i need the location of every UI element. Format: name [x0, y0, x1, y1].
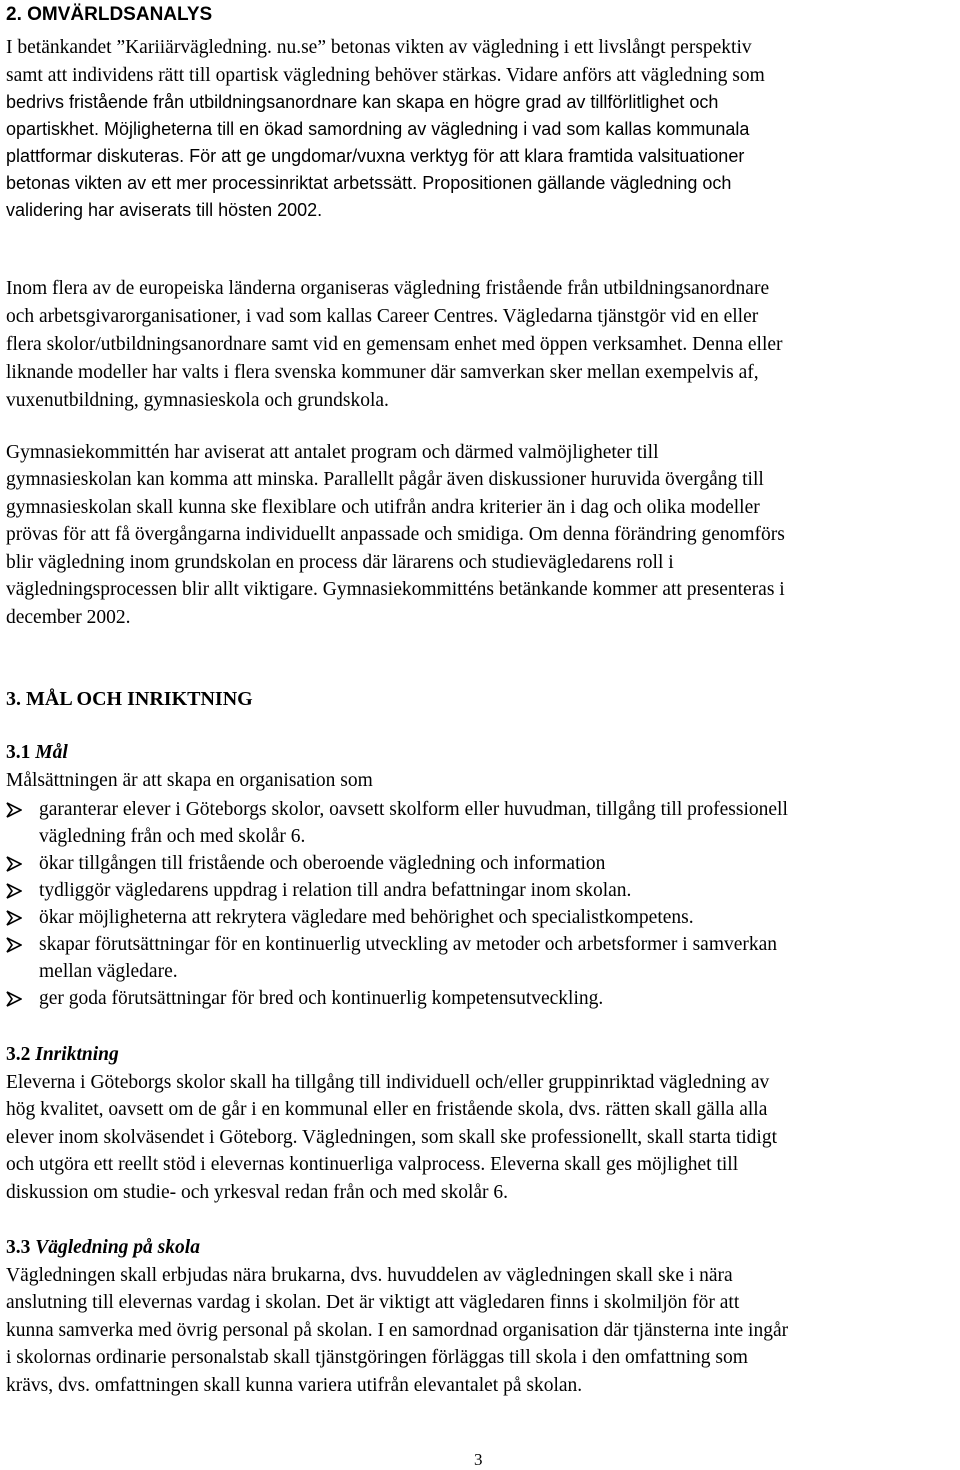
subheading-number: 3.3: [6, 1237, 36, 1258]
skola-line-1: Vägledningen skall erbjudas nära brukarna, dvs. huvuddelen av vägledningen skall ske i nära: [6, 1265, 733, 1286]
inriktning-line-5: diskussion om studie- och yrkesval redan från och med skolår 6.: [6, 1182, 509, 1203]
para3-line-7: december 2002.: [6, 607, 131, 628]
para3-line-6: vägledningsprocessen blir allt viktigare. Gymnasiekommitténs betänkande kommer att presenteras i: [6, 579, 785, 600]
skola-line-4: i skolornas ordinarie personalstab skall tjänstgöringen förläggas till skola i den omfattning som: [6, 1347, 748, 1368]
goal-bullet-text: tydliggör vägledarens uppdrag i relation till andra befattningar inom skolan.: [39, 880, 632, 901]
arrowhead-bullet-icon: [6, 910, 22, 926]
arrowhead-bullet-icon: [6, 883, 22, 899]
para1-line-3: bedrivs fristående från utbildningsanordnare kan skapa en högre grad av tillförlitlighet och: [6, 92, 719, 112]
section-heading-mal-och-inriktning: 3. MÅL OCH INRIKTNING: [6, 688, 253, 710]
para1-line-2: samt att individens rätt till opartisk vägledning behöver stärkas. Vidare anförs att vägledning som: [6, 65, 765, 86]
arrowhead-bullet-icon: [6, 937, 22, 953]
subheading-3-2: [6, 1041, 119, 1069]
skola-line-5: krävs, dvs. omfattningen skall kunna variera utifrån elevantalet på skolan.: [6, 1375, 583, 1396]
arrowhead-bullet-icon: [6, 802, 22, 818]
para2-line-3: flera skolor/utbildningsanordnare samt vid en gemensam enhet med öppen verksamhet. Denna eller: [6, 334, 783, 355]
para3-line-4: prövas för att få övergångarna individuellt anpassade och smidiga. Om denna förändring genomförs: [6, 524, 785, 545]
goal-bullet-text: ger goda förutsättningar för bred och kontinuerlig kompetensutveckling.: [39, 988, 604, 1009]
subheading-number: 3.1: [6, 742, 36, 763]
goal-bullet-text: skapar förutsättningar för en kontinuerlig utveckling av metoder och arbetsformer i samverkan: [39, 934, 778, 955]
para1-line-4: opartiskhet. Möjligheterna till en ökad samordning av vägledning i vad som kallas kommunala: [6, 119, 750, 139]
para1-line-6: betonas vikten av ett mer processinriktat arbetssätt. Propositionen gällande vägledning och: [6, 173, 732, 193]
subheading-number: 3.2: [6, 1044, 36, 1065]
inriktning-line-2: hög kvalitet, oavsett om de går i en kommunal eller en fristående skola, dvs. rätten skall gälla alla: [6, 1099, 768, 1120]
para1-line-5: plattformar diskuteras. För att ge ungdomar/vuxna verktyg för att klara framtida valsituationer: [6, 146, 745, 166]
para3-line-1: Gymnasiekommittén har aviserat att antalet program och därmed valmöjligheter till: [6, 442, 659, 463]
para2-line-5: vuxenutbildning, gymnasieskola och grundskola.: [6, 390, 389, 411]
section-heading-omvarldsanalys: 2. OMVÄRLDSANALYS: [6, 4, 213, 25]
arrowhead-bullet-icon: [6, 991, 22, 1007]
inriktning-line-4: och utgöra ett reellt stöd i elevernas kontinuerliga valprocess. Eleverna skall ges möjlighet till: [6, 1154, 739, 1175]
subheading-title: Mål: [35, 742, 68, 763]
para2-line-4: liknande modeller har valts i flera svenska kommuner där samverkan sker mellan exempelvis af,: [6, 362, 759, 383]
para2-line-2: och arbetsgivarorganisationer, i vad som kallas Career Centres. Vägledarna tjänstgör vid en eller: [6, 306, 759, 327]
inriktning-line-3: elever inom skolväsendet i Göteborg. Vägledningen, som skall ske professionellt, skall starta tidigt: [6, 1127, 778, 1148]
subheading-3-1: [6, 739, 68, 767]
inriktning-line-1: Eleverna i Göteborgs skolor skall ha tillgång till individuell och/eller gruppinriktad vägledning av: [6, 1072, 770, 1093]
para2-line-1: Inom flera av de europeiska länderna organiseras vägledning fristående från utbildningsanordnare: [6, 278, 770, 299]
para3-line-2: gymnasieskolan kan komma att minska. Parallellt pågår även diskussioner huruvida övergång till: [6, 469, 764, 490]
para3-line-3: gymnasieskolan skall kunna ske flexiblare och utifrån andra kriterier än i dag och olika modeller: [6, 497, 760, 518]
goal-bullet-text: ökar tillgången till fristående och oberoende vägledning och information: [39, 853, 606, 874]
para1-line-7: validering har aviserats till hösten 2002.: [6, 200, 323, 220]
subheading-title: Inriktning: [35, 1044, 119, 1065]
goal-bullet-text: ökar möjligheterna att rekrytera vägledare med behörighet och specialistkompetens.: [39, 907, 694, 928]
skola-line-2: anslutning till elevernas vardag i skolan. Det är viktigt att vägledaren finns i skolmiljön för att: [6, 1292, 740, 1313]
goal-bullet-5-continuation: mellan vägledare.: [39, 961, 178, 982]
goal-bullet-1-continuation: vägledning från och med skolår 6.: [39, 826, 306, 847]
para3-line-5: blir vägledning inom grundskolan en process där lärarens och studievägledarens roll i: [6, 552, 674, 573]
para1-line-1: I betänkandet ”Kariiärvägledning. nu.se” betonas vikten av vägledning i ett livslångt perspektiv: [6, 37, 752, 58]
subheading-title: Vägledning på skola: [35, 1237, 200, 1258]
goal-intro: Målsättningen är att skapa en organisation som: [6, 770, 373, 791]
skola-line-3: kunna samverka med övrig personal på skolan. I en samordnad organisation där tjänsterna inte ingår: [6, 1320, 789, 1341]
subheading-3-3: [6, 1234, 200, 1262]
goal-bullet-text: garanterar elever i Göteborgs skolor, oavsett skolform eller huvudman, tillgång till professionell: [39, 799, 788, 820]
arrowhead-bullet-icon: [6, 856, 22, 872]
page-number: 3: [474, 1450, 483, 1469]
